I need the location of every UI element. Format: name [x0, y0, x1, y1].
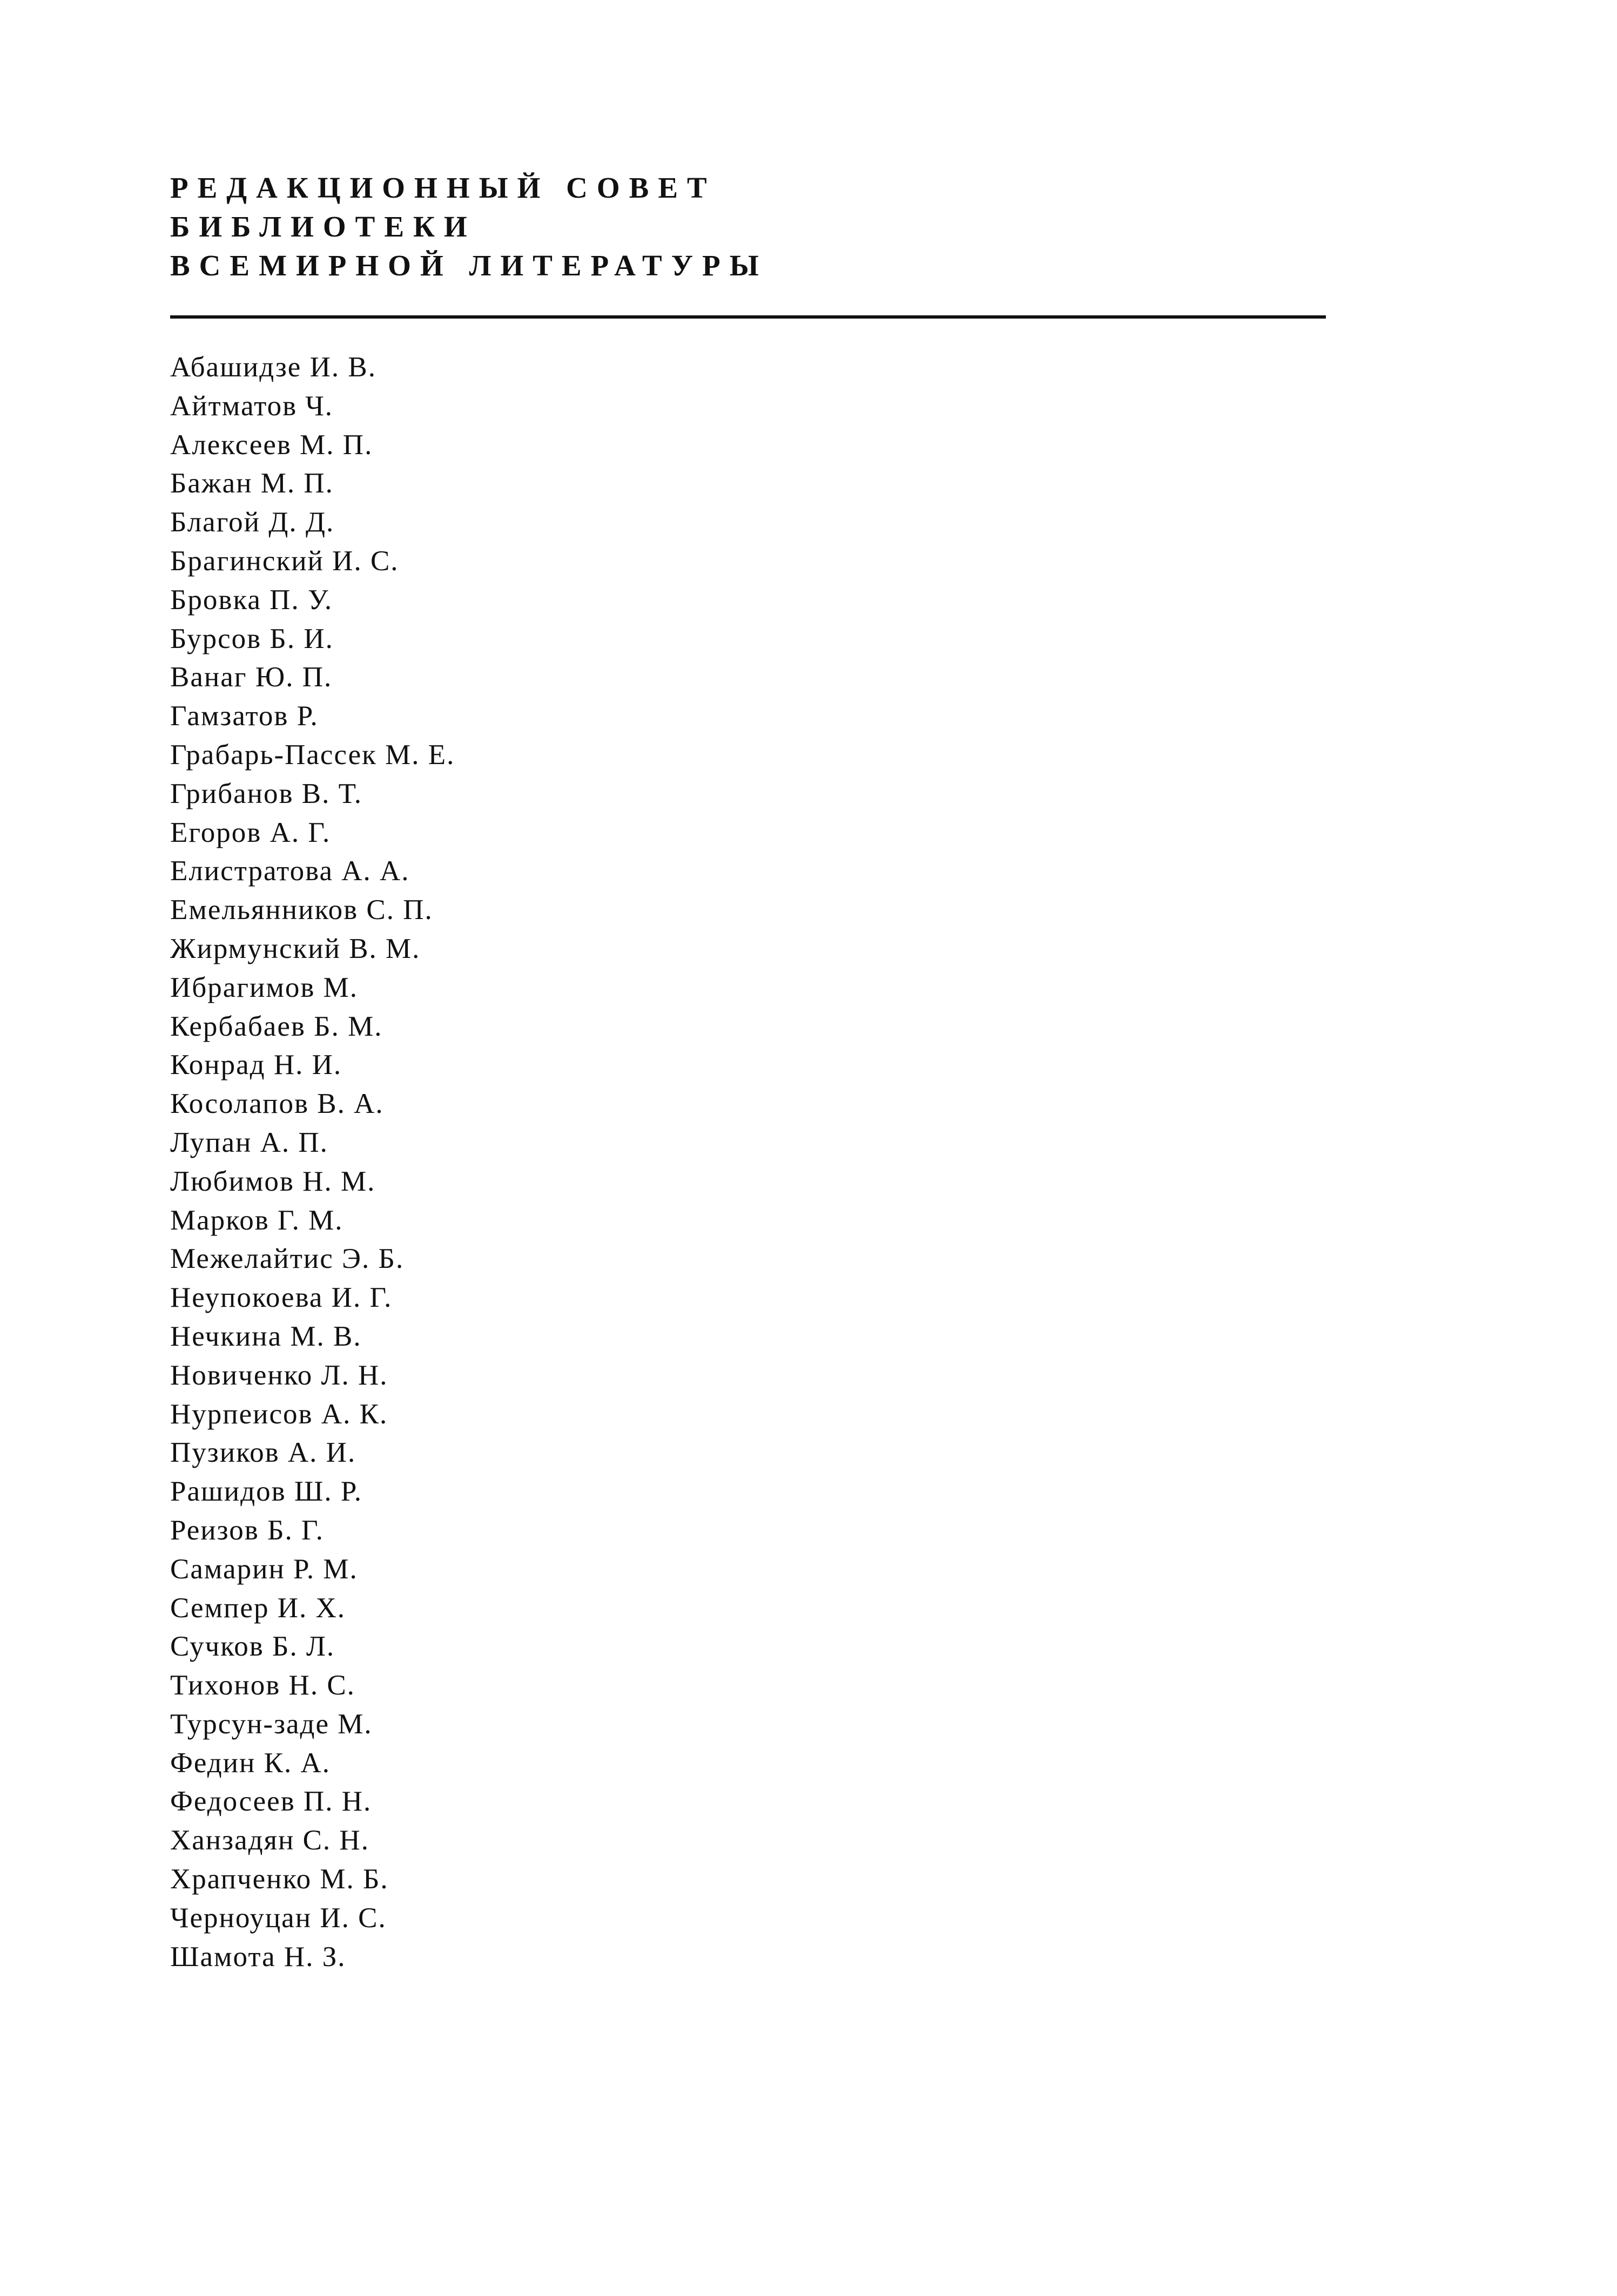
heading-line-3: ВСЕМИРНОЙ ЛИТЕРАТУРЫ: [170, 249, 768, 282]
member-name: Конрад Н. И.: [170, 1049, 342, 1081]
member-name: Кербабаев Б. М.: [170, 1010, 383, 1042]
member-name: Шамота Н. З.: [170, 1941, 346, 1973]
member-name: Алексеев М. П.: [170, 429, 373, 461]
member-name: Реизов Б. Г.: [170, 1514, 324, 1546]
member-name: Федин К. А.: [170, 1747, 331, 1779]
member-name: Бажан М. П.: [170, 468, 334, 499]
member-name: Новиченко Л. Н.: [170, 1359, 388, 1391]
members-list: [170, 348, 455, 1976]
member-name: Любимов Н. М.: [170, 1165, 376, 1197]
member-name: Ванаг Ю. П.: [170, 661, 333, 693]
member-name: Ибрагимов М.: [170, 971, 359, 1003]
member-name: Пузиков А. И.: [170, 1437, 356, 1469]
member-name: Грабарь-Пассек М. Е.: [170, 739, 455, 771]
member-name: Елистратова А. А.: [170, 855, 410, 887]
member-name: Федосеев П. Н.: [170, 1786, 372, 1818]
member-name: Ханзадян С. Н.: [170, 1825, 369, 1856]
member-name: Нечкина М. В.: [170, 1320, 362, 1352]
member-name: Грибанов В. Т.: [170, 778, 362, 809]
member-name: Егоров А. Г.: [170, 816, 331, 848]
member-name: Межелайтис Э. Б.: [170, 1243, 405, 1275]
member-name: Черноуцан И. С.: [170, 1902, 387, 1934]
member-name: Рашидов Ш. Р.: [170, 1476, 362, 1508]
member-name: Абашидзе И. В.: [170, 352, 376, 383]
member-name: Благой Д. Д.: [170, 507, 335, 538]
member-name: Тихонов Н. С.: [170, 1670, 355, 1701]
member-name: Емельянников С. П.: [170, 894, 433, 926]
member-name: Косолапов В. А.: [170, 1088, 384, 1120]
member-name: Семпер И. Х.: [170, 1592, 346, 1624]
heading-line-1: РЕДАКЦИОННЫЙ СОВЕТ: [170, 171, 716, 204]
member-name: Храпченко М. Б.: [170, 1863, 389, 1895]
member-name: Нурпеисов А. К.: [170, 1398, 388, 1430]
member-name: Бурсов Б. И.: [170, 623, 334, 654]
member-name: Айтматов Ч.: [170, 390, 334, 422]
member-name: Турсун-заде М.: [170, 1708, 373, 1740]
member-name: Неупокоева И. Г.: [170, 1282, 393, 1314]
page-heading: [170, 168, 768, 285]
member-name: Бровка П. У.: [170, 584, 333, 616]
heading-line-2: БИБЛИОТЕКИ: [170, 210, 476, 243]
member-name: Самарин Р. М.: [170, 1553, 358, 1585]
member-name: Жирмунский В. М.: [170, 933, 421, 964]
member-name: Брагинский И. С.: [170, 545, 399, 577]
heading-divider: [170, 315, 1326, 319]
member-name: Сучков Б. Л.: [170, 1631, 335, 1663]
member-name: Марков Г. М.: [170, 1204, 343, 1236]
member-name: Гамзатов Р.: [170, 700, 319, 732]
member-name: Лупан А. П.: [170, 1126, 328, 1158]
